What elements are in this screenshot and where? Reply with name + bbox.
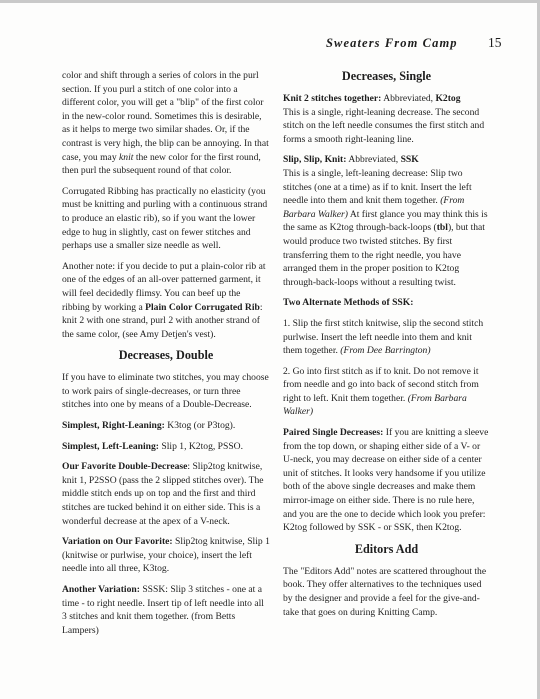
entry-alternate-1: 1. Slip the first stitch knitwise, slip the second stitch purlwise. Insert the left needle into them and knit them together. (From Dee Barrington) xyxy=(283,317,484,357)
paragraph-color-shift: color and shift through a series of colors in the purl section. If you purl a stitch of one color into a different color, you will get a "blip" of the first color in the new-color round. Sometimes this is desirable, as it helps to merge two similar shades. Or, if the contrast is very high, the blip can be annoying. In that case, you may knit the new color for the first round, then purl the subsequent round of that color. xyxy=(62,70,269,177)
paragraph-editors-add: The "Editors Add" notes are scattered throughout the book. They offer alternatives to the techniques used by the designer and provide a feel for the give-and-take that goes on during Knitting Camp. xyxy=(283,565,487,618)
emphasis-knit: knit xyxy=(119,151,134,163)
paragraph-plain-color-rib: Another note: if you decide to put a plain-color rib at one of the edges of an all-over patterned garment, it will feel decidedly flimsy. You can beef up the ribbing by working a Plain Color Corrugated Rib: knit 2 with one strand, purl 2 with another strand of the same color, (see Amy Detjen's vest). xyxy=(62,260,266,340)
heading-decreases-double: Decreases, Double xyxy=(118,348,214,363)
paragraph-corrugated-ribbing: Corrugated Ribbing has practically no elasticity (you must be knitting and purling with a continuous strand to produce an elastic rib), so if you want the lower edge to hug in slightly, cast on fewer stitches and perhaps use a smaller size needle as well. xyxy=(62,185,268,252)
entry-simplest-right-leaning: Simplest, Right-Leaning: K3tog (or P3tog). xyxy=(62,420,236,432)
heading-editors-add: Editors Add xyxy=(354,541,419,556)
heading-decreases-single: Decreases, Single xyxy=(341,69,432,83)
entry-paired-single-decreases: Paired Single Decreases: If you are knitting a sleeve from the top down, or shaping either side of a V- or U-neck, you may decrease on either side of a center unit of stitches. It looks very handsome if you utilize both of the above single decreases and make them mirror-image on either side. There is no rule here, and you are the one to decide which look you prefer: K2tog followed by SSK - or SSK, then K2tog. xyxy=(283,427,489,534)
entry-slip-slip-knit: Slip, Slip, Knit: Abbreviated, SSK This is a single, left-leaning decrease: Slip two stitches (one at a time) as if to knit. Insert the left needle into them and knit them together. (From Barbara Walker) At first glance you may think this is the same as K2tog through-back-loops (tbl), but that would produce two twisted stitches. By first transferring them to the right needle, you have arranged them in the proper position to K2tog through-back-loops without a resulting twist. xyxy=(283,154,488,288)
citation-barbara-walker: (From Barbara Walker) xyxy=(283,195,465,220)
citation-dee-barrington: (From Dee Barrington) xyxy=(340,345,431,357)
entry-simplest-left-leaning: Simplest, Left-Leaning: Slip 1, K2tog, PSSO. xyxy=(62,440,243,452)
running-head: Sweaters From Camp xyxy=(326,36,458,50)
entry-variation-on-our-favorite: Variation on Our Favorite: Slip2tog knitwise, Slip 1 (knitwise or purlwise, your choice), insert the left needle into all three, K3tog. xyxy=(62,536,270,575)
page-number: 15 xyxy=(488,35,502,50)
citation-barbara-walker-2: (From Barbara Walker) xyxy=(283,392,467,418)
entry-our-favorite-double-decrease: Our Favorite Double-Decrease: Slip2tog knitwise, knit 1, P2SSO (pass the 2 slipped stitches over). The middle stitch ends up on top and the first and third stitches are tucked behind it on either side. This is a wonderful decrease at the apex of a V-neck. xyxy=(62,461,264,527)
right-column xyxy=(283,69,490,626)
entry-knit-2-together: Knit 2 stitches together: Abbreviated, K2tog This is a single, right-leaning decrease. The second stitch on the left needle consumes the first stitch and forms a smooth right-leaning line. xyxy=(283,93,485,145)
term-plain-color-corrugated-rib: Plain Color Corrugated Rib xyxy=(145,301,260,313)
page-frame-top xyxy=(0,0,540,3)
left-column xyxy=(62,69,270,644)
heading-alternate-ssk: Two Alternate Methods of SSK: xyxy=(283,297,414,309)
entry-alternate-2: 2. Go into first stitch as if to knit. Do not remove it from needle and go into back of second stitch from right to left. Knit them together. (From Barbara Walker) xyxy=(283,365,479,418)
entry-another-variation: Another Variation: SSSK: Slip 3 stitches - one at a time - to right needle. Insert tip of left needle into all 3 stitches and knit them together. (from Betts Lampers) xyxy=(62,584,264,636)
paragraph-double-intro: If you have to eliminate two stitches, you may choose to work pairs of single-decreases, or turn three stitches into one by means of a Double-Decrease. xyxy=(62,372,269,411)
